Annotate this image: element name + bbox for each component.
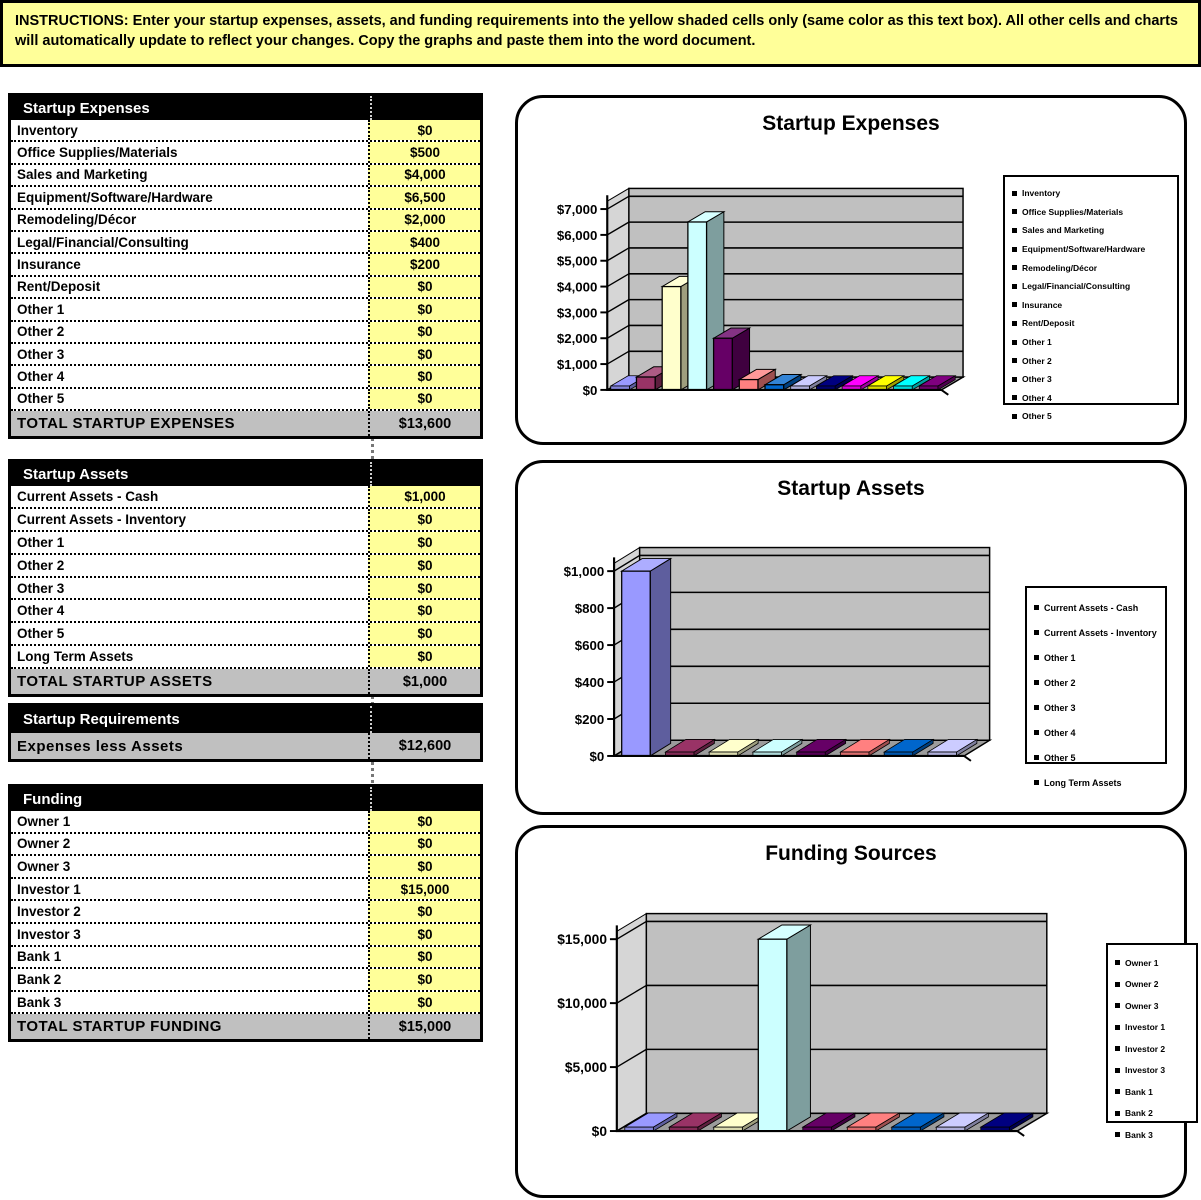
row-label: Sales and Marketing [17,167,148,183]
row-label: Other 2 [17,557,65,573]
y-tick-label: $5,000 [564,1060,607,1076]
row-label: Office Supplies/Materials [17,145,178,161]
legend-label: Other 3 [1022,374,1052,385]
legend-item [1034,695,1161,720]
row-value-input-cell[interactable]: $0 [368,623,480,644]
row-value-input-cell[interactable]: $2,000 [368,210,480,230]
funding-sources-chart [515,825,1187,1198]
y-tick-label: $4,000 [556,279,598,295]
row-label: Bank 2 [17,971,62,987]
legend-item [1012,258,1173,277]
chart-legend [1003,175,1179,422]
y-tick-label: $1,000 [563,564,605,580]
funding-row [11,834,480,857]
legend-item [1115,1017,1192,1039]
legend-item [1034,595,1161,620]
assets-row [11,486,480,509]
expenses-row [11,210,480,232]
legend-marker-icon [1115,1089,1120,1094]
header-separator [370,787,372,811]
row-label: Equipment/Software/Hardware [17,189,213,205]
legend-item [1012,203,1173,222]
row-value-input-cell[interactable]: $500 [368,142,480,162]
row-value-input-cell[interactable]: $0 [368,299,480,319]
y-tick-label: $15,000 [557,932,607,948]
startup-assets-table [8,459,483,697]
expenses-row [11,322,480,344]
legend-label: Current Assets - Cash [1044,602,1139,613]
legend-label: Other 5 [1022,411,1052,422]
expenses-row [11,165,480,187]
row-value-input-cell[interactable]: $400 [368,232,480,252]
legend-label: Bank 3 [1125,1129,1153,1140]
row-label: Legal/Financial/Consulting [17,234,189,250]
y-tick-label: $1,000 [556,356,598,372]
expenses-row [11,366,480,388]
requirements-row [11,733,480,759]
legend-marker-icon [1012,191,1017,196]
startup-expenses-chart [515,95,1187,445]
row-value-input-cell[interactable]: $0 [368,856,480,877]
instructions-box: INSTRUCTIONS: Enter your startup expenses, assets, and funding requirements into the yellow shaded cells only (same color as this text box). All other cells and charts will automatically update to reflect your changes. Copy the graphs and paste them into the word document. [0,0,1201,67]
legend-item [1012,370,1173,389]
row-label: Other 1 [17,301,65,317]
row-value-input-cell[interactable]: $0 [368,532,480,553]
expenses-row [11,299,480,321]
chart-title: Startup Expenses [762,112,940,135]
legend-marker-icon [1012,321,1017,326]
legend-item [1034,620,1161,645]
Investor 1-bar [758,925,810,1131]
funding-sources-plot [518,828,1184,1195]
row-value-input-cell[interactable]: $0 [368,120,480,140]
legend-item [1034,670,1161,695]
legend-item [1115,1124,1192,1146]
expenses-row [11,344,480,366]
legend-marker-icon [1034,605,1039,610]
y-tick-label: $0 [591,1123,607,1139]
legend-label: Other 2 [1044,677,1076,688]
funding-row [11,901,480,924]
legend-marker-icon [1115,1132,1120,1137]
legend-label: Legal/Financial/Consulting [1022,281,1131,292]
legend-label: Current Assets - Inventory [1044,627,1157,638]
y-tick-label: $600 [574,637,605,653]
row-value-input-cell[interactable]: $0 [368,992,480,1013]
legend-marker-icon [1012,395,1017,400]
chart-legend [1025,586,1167,788]
row-label: Other 5 [17,391,65,407]
funding-table [8,784,483,1042]
legend-marker-icon [1034,680,1039,685]
y-tick-label: $0 [582,382,598,398]
legend-label: Other 2 [1022,355,1052,366]
assets-row [11,509,480,532]
assets-row [11,555,480,578]
chart-title: Funding Sources [765,842,937,865]
legend-label: Inventory [1022,188,1061,199]
legend-item [1115,1081,1192,1103]
row-label: TOTAL STARTUP EXPENSES [17,415,235,433]
row-label: TOTAL STARTUP FUNDING [17,1018,222,1036]
row-label: Other 1 [17,534,65,550]
legend-label: Owner 3 [1125,1000,1159,1011]
row-value-input-cell[interactable]: $0 [368,901,480,922]
legend-item [1115,952,1192,974]
row-label: Other 2 [17,324,65,340]
legend-marker-icon [1115,1025,1120,1030]
legend-item [1012,333,1173,352]
row-value: $12,600 [368,733,480,759]
legend-label: Investor 3 [1125,1065,1166,1076]
legend-label: Rent/Deposit [1022,318,1075,329]
legend-label: Office Supplies/Materials [1022,206,1124,217]
legend-item [1115,1103,1192,1125]
funding-row [11,1014,480,1039]
assets-row [11,646,480,669]
legend-marker-icon [1034,780,1039,785]
row-value: $15,000 [368,1014,480,1039]
row-label: Owner 2 [17,836,71,852]
startup-expenses-table-title: Startup Expenses [11,96,480,120]
legend-item [1012,351,1173,370]
legend-item [1012,221,1173,240]
legend-marker-icon [1012,377,1017,382]
row-value-input-cell[interactable]: $0 [368,969,480,990]
legend-item [1012,296,1173,315]
legend-item [1012,240,1173,259]
legend-marker-icon [1012,302,1017,307]
row-value-input-cell[interactable]: $0 [368,947,480,968]
legend-label: Bank 2 [1125,1108,1153,1119]
legend-marker-icon [1115,1046,1120,1051]
legend-marker-icon [1115,982,1120,987]
back-wall [640,548,990,741]
row-value-input-cell[interactable]: $0 [368,924,480,945]
row-value-input-cell[interactable]: $4,000 [368,165,480,185]
startup-requirements-table-title: Startup Requirements [11,706,480,733]
legend-label: Investor 1 [1125,1022,1166,1033]
legend-label: Insurance [1022,299,1063,310]
funding-row [11,856,480,879]
legend-marker-icon [1012,358,1017,363]
funding-row [11,924,480,947]
chart-title: Startup Assets [777,477,925,500]
y-tick-label: $7,000 [556,201,598,217]
row-value: $1,000 [368,669,480,694]
legend-marker-icon [1012,414,1017,419]
row-label: Long Term Assets [17,649,134,665]
legend-marker-icon [1115,1068,1120,1073]
legend-label: Sales and Marketing [1022,225,1105,236]
expenses-row [11,142,480,164]
expenses-row [11,389,480,411]
y-tick-label: $6,000 [556,227,598,243]
legend-marker-icon [1012,265,1017,270]
assets-row [11,623,480,646]
assets-row [11,669,480,694]
startup-requirements-table [8,703,483,762]
legend-item [1012,389,1173,408]
row-label: Other 3 [17,346,65,362]
legend-marker-icon [1012,228,1017,233]
row-label: Current Assets - Cash [17,488,159,504]
row-value-input-cell[interactable]: $0 [368,646,480,667]
expenses-row [11,254,480,276]
y-tick-label: $3,000 [556,305,598,321]
row-value-input-cell[interactable]: $0 [368,834,480,855]
row-label: Owner 1 [17,813,71,829]
row-value-input-cell[interactable]: $1,000 [368,486,480,507]
side-wall [607,188,629,389]
y-tick-label: $2,000 [556,331,598,347]
legend-label: Owner 1 [1125,957,1159,968]
assets-row [11,532,480,555]
y-tick-label: $0 [589,748,605,764]
expenses-row [11,411,480,436]
legend-marker-icon [1034,730,1039,735]
row-label: Other 3 [17,580,65,596]
legend-label: Other 1 [1022,337,1052,348]
row-value-input-cell[interactable]: $0 [368,366,480,386]
startup-assets-table-title: Startup Assets [11,462,480,486]
legend-marker-icon [1012,340,1017,345]
row-value-input-cell[interactable]: $0 [368,322,480,342]
y-tick-label: $5,000 [556,253,598,269]
back-wall [646,914,1046,1114]
row-label: Investor 2 [17,904,81,920]
funding-row [11,811,480,834]
legend-marker-icon [1034,655,1039,660]
row-value: $13,600 [368,411,480,436]
legend-item [1012,184,1173,203]
expenses-row [11,277,480,299]
y-tick-label: $800 [574,601,605,617]
legend-label: Remodeling/Décor [1022,262,1098,273]
funding-table-title: Funding [11,787,480,811]
legend-item [1034,720,1161,745]
row-value-input-cell[interactable]: $15,000 [368,879,480,900]
legend-label: Other 1 [1044,652,1076,663]
header-separator [370,706,372,733]
expenses-row [11,232,480,254]
legend-item [1115,1060,1192,1082]
legend-label: Equipment/Software/Hardware [1022,244,1146,255]
legend-label: Bank 1 [1125,1086,1153,1097]
legend-item [1034,745,1161,770]
row-value-input-cell[interactable]: $0 [368,578,480,599]
y-tick-label: $200 [574,711,605,727]
legend-marker-icon [1034,755,1039,760]
chart-legend [1106,943,1198,1140]
side-wall [617,914,647,1131]
startup-assets-chart [515,460,1187,815]
row-label: Other 5 [17,626,65,642]
row-label: Bank 3 [17,994,62,1010]
row-value-input-cell[interactable]: $6,500 [368,187,480,207]
row-value-input-cell[interactable]: $0 [368,509,480,530]
row-label: TOTAL STARTUP ASSETS [17,673,213,691]
row-label: Remodeling/Décor [17,212,137,228]
legend-label: Long Term Assets [1044,777,1122,788]
row-label: Current Assets - Inventory [17,511,187,527]
row-label: Investor 3 [17,926,81,942]
header-separator [370,462,372,486]
legend-marker-icon [1034,630,1039,635]
y-tick-label: $400 [574,674,605,690]
legend-marker-icon [1115,960,1120,965]
row-value-input-cell[interactable]: $0 [368,389,480,409]
legend-marker-icon [1012,284,1017,289]
legend-label: Other 4 [1022,392,1052,403]
row-label: Other 4 [17,368,65,384]
expenses-row [11,187,480,209]
row-label: Bank 1 [17,949,62,965]
legend-item [1115,1038,1192,1060]
legend-item [1012,314,1173,333]
Current Assets - Cash-bar [622,559,671,756]
header-separator [370,96,372,120]
legend-marker-icon [1012,209,1017,214]
funding-row [11,947,480,970]
funding-row [11,992,480,1015]
row-label: Rent/Deposit [17,279,101,295]
legend-label: Investor 2 [1125,1043,1166,1054]
row-value-input-cell[interactable]: $0 [368,344,480,364]
row-value-input-cell[interactable]: $200 [368,254,480,274]
row-label: Other 4 [17,603,65,619]
legend-label: Other 3 [1044,702,1076,713]
row-label: Investor 1 [17,881,81,897]
legend-marker-icon [1115,1111,1120,1116]
legend-marker-icon [1034,705,1039,710]
assets-row [11,600,480,623]
legend-label: Other 4 [1044,727,1076,738]
legend-label: Owner 2 [1125,979,1159,990]
row-label: Insurance [17,257,81,273]
startup-expenses-table [8,93,483,439]
assets-row [11,578,480,601]
funding-row [11,969,480,992]
legend-marker-icon [1115,1003,1120,1008]
y-tick-label: $10,000 [557,996,607,1012]
funding-row [11,879,480,902]
legend-item [1012,277,1173,296]
legend-item [1115,974,1192,996]
row-value-input-cell[interactable]: $0 [368,555,480,576]
legend-label: Other 5 [1044,752,1076,763]
row-value-input-cell[interactable]: $0 [368,811,480,832]
row-value-input-cell[interactable]: $0 [368,600,480,621]
legend-item [1034,645,1161,670]
legend-item [1115,995,1192,1017]
row-value-input-cell[interactable]: $0 [368,277,480,297]
row-label: Owner 3 [17,858,71,874]
legend-item [1012,407,1173,426]
row-label: Expenses less Assets [17,737,184,755]
row-label: Inventory [17,122,78,138]
legend-marker-icon [1012,247,1017,252]
legend-item [1034,770,1161,795]
expenses-row [11,120,480,142]
